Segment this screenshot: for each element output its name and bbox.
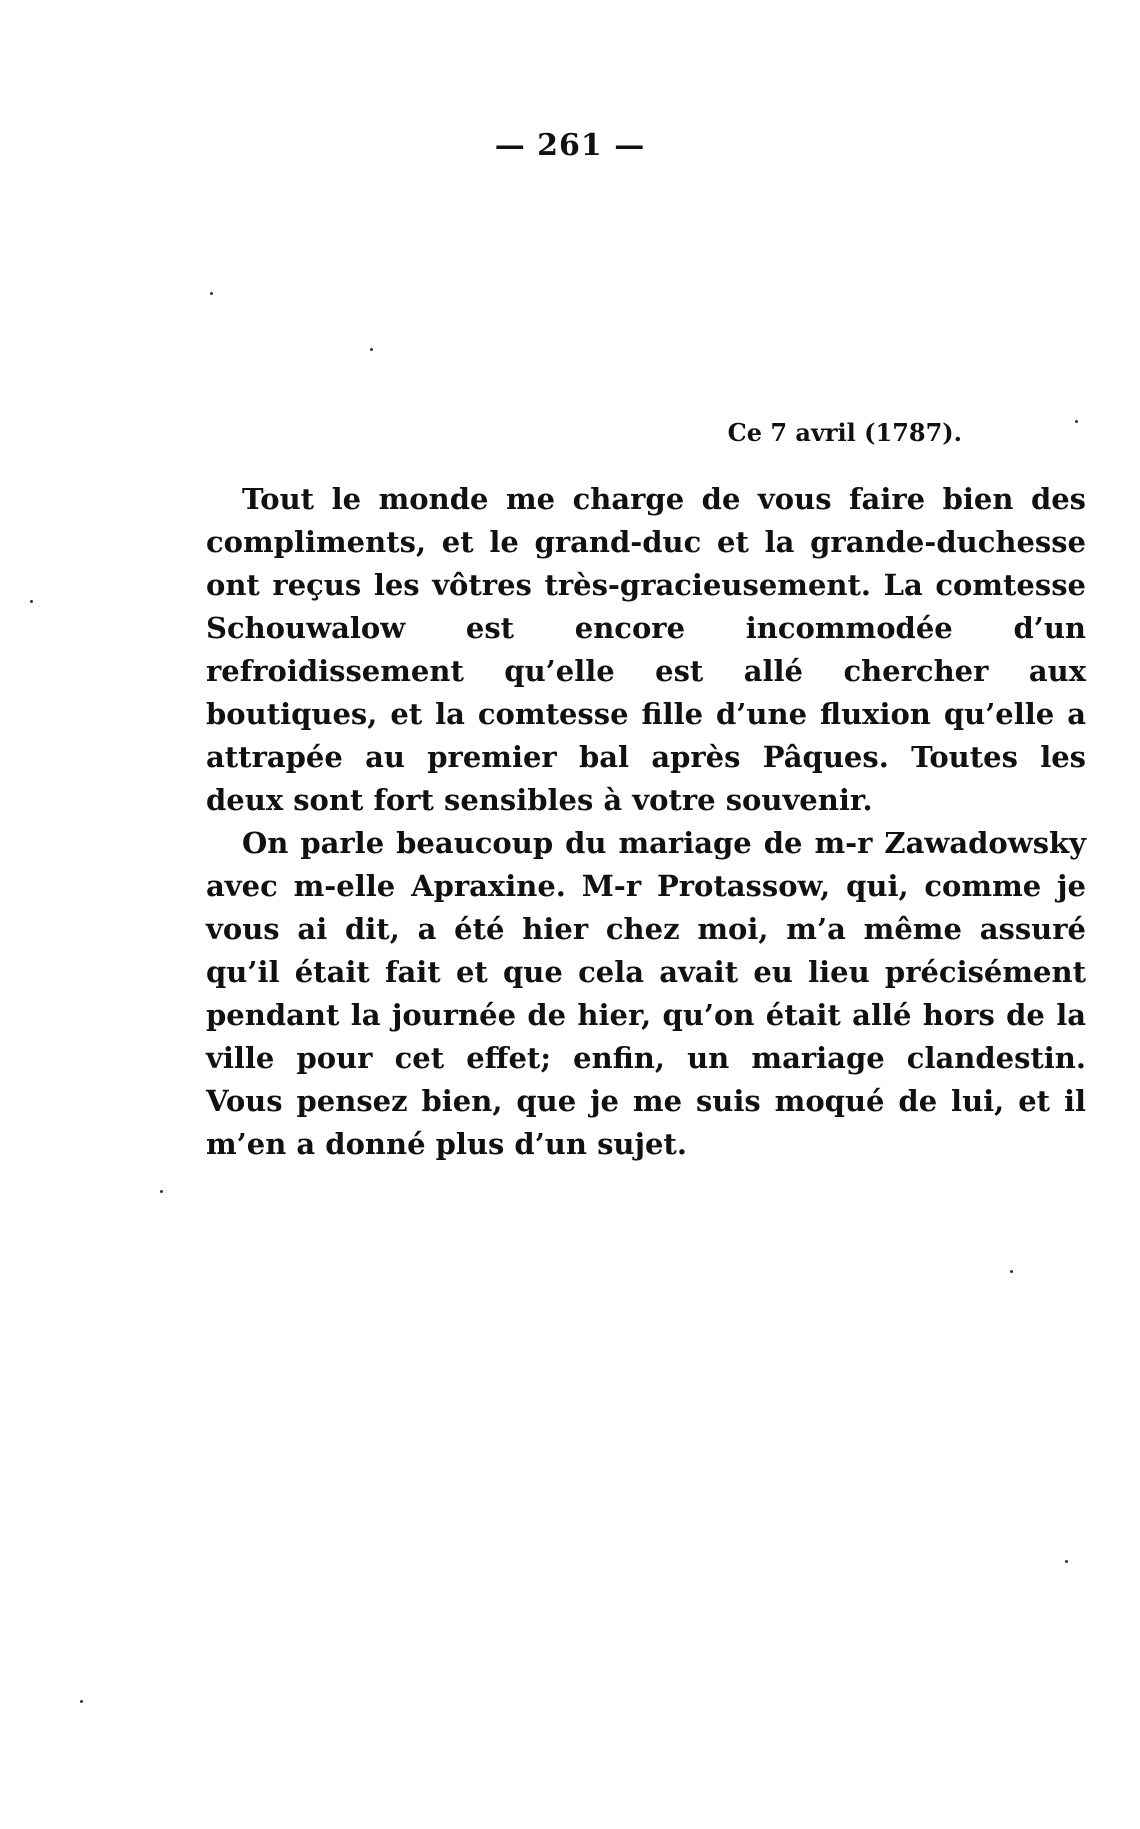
letter-date: Ce 7 avril (1787). — [727, 418, 962, 447]
paper-speck — [210, 292, 213, 295]
page-number: — 261 — — [494, 128, 646, 163]
paper-speck — [1065, 1560, 1068, 1563]
paper-speck — [30, 600, 33, 603]
paper-speck — [80, 1700, 83, 1703]
paper-speck — [1075, 420, 1078, 423]
paper-speck — [1010, 1270, 1013, 1273]
paper-speck — [370, 348, 373, 351]
paragraph-1: Tout le monde me charge de vous faire bien des compliments, et le grand-duc et la grande-duchesse ont reçus les vôtres très-gracieusement. La comtesse Schouwalow est encore incommodée d’un refroidissement qu’elle est allé chercher aux boutiques, et la comtesse fille d’une fluxion qu’elle a attrapée au premier bal après Pâques. Toutes les deux sont fort sensibles à votre souvenir. — [206, 482, 1086, 817]
letter-body — [206, 478, 1086, 1166]
paper-speck — [160, 1190, 163, 1193]
paragraph-2: On parle beaucoup du mariage de m-r Zawadowsky avec m-elle Apraxine. M-r Protassow, qui, comme je vous ai dit, a été hier chez moi, m’a même assuré qu’il était fait et que cela avait eu lieu précisément pendant la journée de hier, qu’on était allé hors de la ville pour cet effet; enfin, un mariage clandestin. Vous pensez bien, que je me suis moqué de lui, et il m’en a donné plus d’un sujet. — [206, 826, 1086, 1161]
